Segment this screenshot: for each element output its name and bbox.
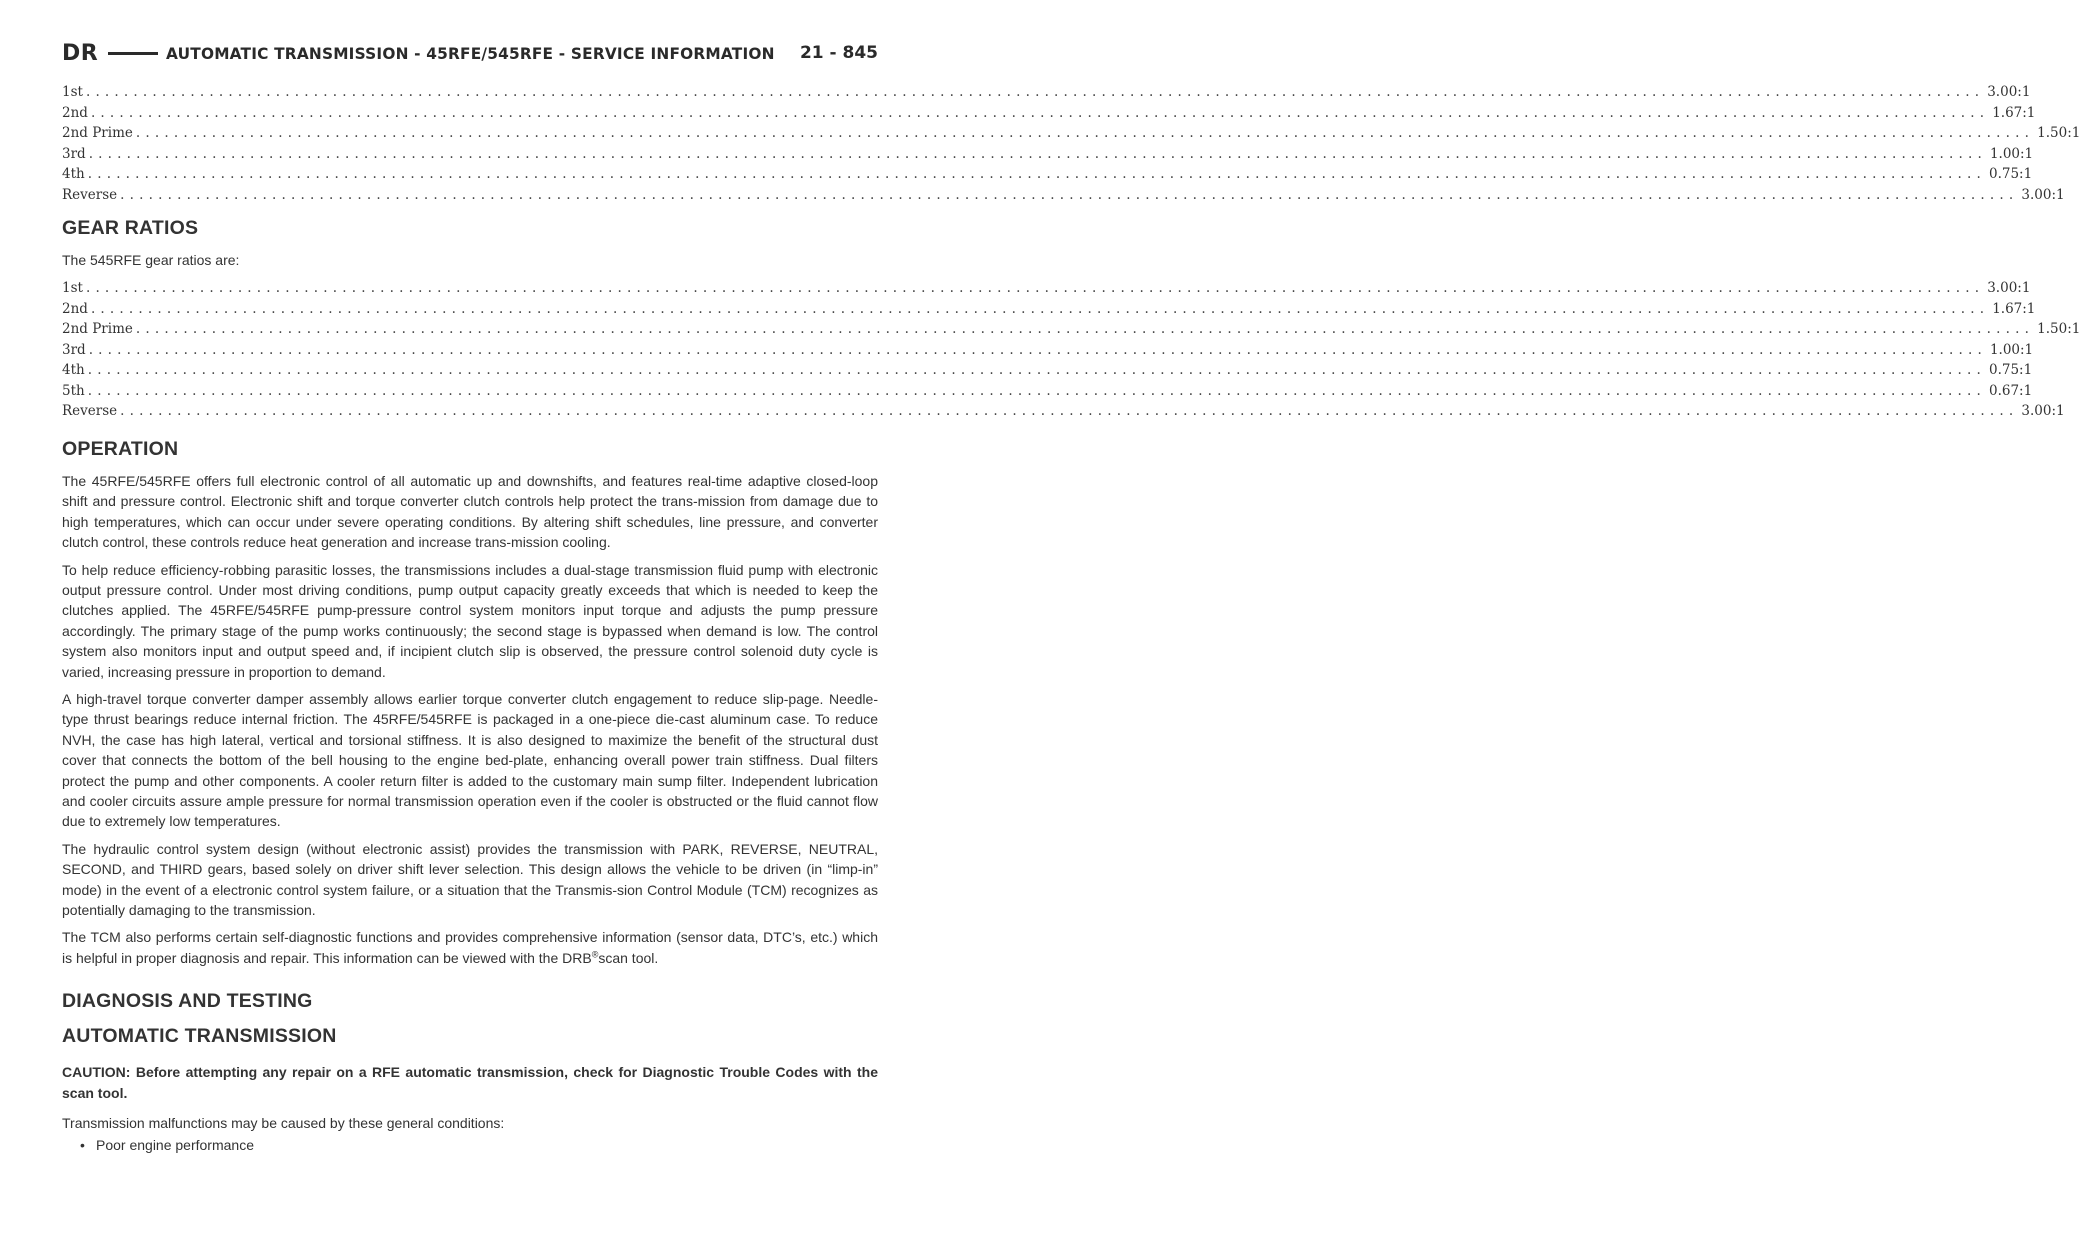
paragraph-text: The TCM also performs certain self-diagnostic functions and provides comprehensive information (sensor data, DTC’s, etc.) which is helpful in proper diagnosis and repair. This information can be viewed with the DRB (62, 929, 878, 966)
ratio-row (62, 125, 2080, 146)
ratio-value: 1.00:1 (1989, 341, 2034, 358)
ratio-value: 3.00:1 (1987, 84, 2031, 100)
dot-leader: ........................................................................................................................................................................................................ (120, 186, 2019, 203)
ratio-value: 0.67:1 (1988, 382, 2033, 399)
dot-leader: ........................................................................................................................................................................................................ (88, 145, 1987, 162)
ratio-value: 1.67:1 (1992, 104, 2036, 121)
ratio-gear: 3rd (62, 341, 86, 358)
list-item: • Poor engine performance (84, 1135, 878, 1155)
ratio-gear: 1st (62, 84, 83, 100)
registered-mark: ® (591, 949, 599, 960)
operation-paragraph-5 (62, 927, 878, 968)
ratio-gear: 2nd (62, 300, 88, 317)
ratio-gear: Reverse (62, 186, 118, 203)
ratio-value: 1.67:1 (1992, 300, 2036, 317)
dot-leader: ........................................................................................................................................................................................................ (90, 104, 1990, 121)
operation-paragraph-3: A high-travel torque converter damper assembly allows earlier torque converter clutch engagement to reduce slip-page. Needle-type thrust bearings reduce internal friction. The 45RFE/545RFE is packaged in a one-piece die-cast aluminum case. To reduce NVH, the case has high lateral, vertical and torsional stiffness. It is also designed to maximize the benefit of the structural dust cover that connects the bottom of the bell housing to the engine bed-plate, enhancing overall power train stiffness. Dual filters protect the pump and other components. A cooler return filter is added to the customary main sump filter. Independent lubrication and cooler circuits assure ample pressure for normal transmission operation even if the cooler is obstructed or the fluid cannot flow due to extremely low temperatures. (62, 690, 878, 830)
ratio-row (62, 341, 2034, 363)
operation-body (62, 471, 878, 968)
dot-leader: ........................................................................................................................................................................................................ (88, 341, 1987, 358)
section-code: DR (62, 40, 99, 66)
ratio-row (62, 166, 2033, 187)
page-number: 21 - 845 (799, 43, 878, 63)
dot-leader: ........................................................................................................................................................................................................ (87, 166, 1986, 182)
ratio-value: 3.00:1 (2021, 403, 2065, 420)
header-title: AUTOMATIC TRANSMISSION - 45RFE/545RFE - SERVICE INFORMATION (165, 43, 775, 63)
ratio-gear: 2nd Prime (62, 321, 133, 338)
ratio-list-45rfe (62, 84, 2080, 207)
gear-ratios-heading: GEAR RATIOS (62, 217, 199, 239)
ratio-gear: 4th (62, 166, 85, 182)
ratio-row (62, 300, 2036, 322)
dot-leader: ........................................................................................................................................................................................................ (85, 84, 1985, 100)
ratio-gear: 2nd Prime (62, 125, 133, 141)
ratio-row (62, 145, 2034, 167)
dot-leader: ........................................................................................................................................................................................................ (135, 125, 2035, 141)
ratio-gear: 1st (62, 280, 83, 297)
caution-note: CAUTION: Before attempting any repair on a RFE automatic transmission, check for Diagnostic Trouble Codes with the scan tool. (62, 1064, 878, 1101)
ratio-value: 3.00:1 (1987, 280, 2031, 297)
diagnosis-heading: DIAGNOSIS AND TESTING (62, 990, 313, 1013)
ratio-gear: 4th (62, 362, 85, 379)
operation-paragraph-2: To help reduce efficiency-robbing parasitic losses, the transmissions includes a dual-stage transmission fluid pump with electronic output pressure control. Under most driving conditions, pump output capacity greatly exceeds that which is needed to keep the clutches applied. The 45RFE/545RFE pump-pressure control system monitors input torque and adjusts the pump pressure accordingly. The primary stage of the pump works continuously; the second stage is bypassed when demand is low. The control system also monitors input and output speed and, if incipient clutch slip is observed, the pressure control solenoid duty cycle is varied, increasing pressure in proportion to demand. (62, 561, 878, 680)
malfunctions-intro: Transmission malfunctions may be caused by these general conditions: (62, 1115, 505, 1132)
ratio-value: 1.50:1 (2037, 125, 2080, 141)
ratio-value: 0.75:1 (1988, 362, 2033, 379)
automatic-transmission-subheading: AUTOMATIC TRANSMISSION (62, 1025, 337, 1048)
ratio-gear: 5th (62, 382, 85, 399)
dot-leader: ........................................................................................................................................................................................................ (120, 403, 2019, 420)
ratio-value: 3.00:1 (2021, 186, 2065, 203)
ratio-value: 1.50:1 (2037, 321, 2080, 338)
ratio-row (62, 104, 2036, 126)
ratio-gear: Reverse (62, 403, 118, 420)
operation-paragraph-1: The 45RFE/545RFE offers full electronic control of all automatic up and downshifts, and features real-time adaptive closed-loop shift and pressure control. Electronic shift and torque converter clutch controls help protect the trans-mission from damage due to high temperatures, which can occur under severe operating conditions. By altering shift schedules, line pressure, and converter clutch control, these controls reduce heat generation and increase trans-mission cooling. (62, 472, 878, 551)
dot-leader: ........................................................................................................................................................................................................ (87, 382, 1986, 399)
ratio-row (62, 186, 2065, 208)
dot-leader: ........................................................................................................................................................................................................ (135, 321, 2035, 338)
ratio-row (62, 362, 2033, 383)
ratio-row (62, 403, 2065, 424)
running-header (62, 36, 878, 70)
ratio-row (62, 321, 2080, 342)
ratio-row (62, 280, 2031, 301)
ratio-value: 1.00:1 (1989, 145, 2034, 162)
gear-ratios-intro: The 545RFE gear ratios are: (62, 252, 240, 268)
header-rule (108, 52, 158, 55)
operation-paragraph-4: The hydraulic control system design (without electronic assist) provides the transmission with PARK, REVERSE, NEUTRAL, SECOND, and THIRD gears, based solely on driver shift lever selection. This design allows the vehicle to be driven (in “limp-in” mode) in the event of a electronic control system failure, or a situation that the Transmis-sion Control Module (TCM) recognizes as potentially damaging to the transmission. (62, 840, 878, 919)
paragraph-text-end: scan tool. (598, 949, 659, 966)
ratio-row (62, 84, 2031, 105)
ratio-value: 0.75:1 (1988, 166, 2033, 182)
ratio-gear: 2nd (62, 104, 88, 121)
ratio-row (62, 382, 2033, 404)
dot-leader: ........................................................................................................................................................................................................ (85, 280, 1985, 297)
page-content (62, 84, 2080, 1155)
ratio-list-545rfe (62, 280, 2080, 424)
dot-leader: ........................................................................................................................................................................................................ (87, 362, 1986, 379)
conditions-list (62, 1135, 878, 1155)
operation-heading: OPERATION (62, 437, 179, 460)
dot-leader: ........................................................................................................................................................................................................ (90, 300, 1990, 317)
ratio-gear: 3rd (62, 145, 86, 162)
